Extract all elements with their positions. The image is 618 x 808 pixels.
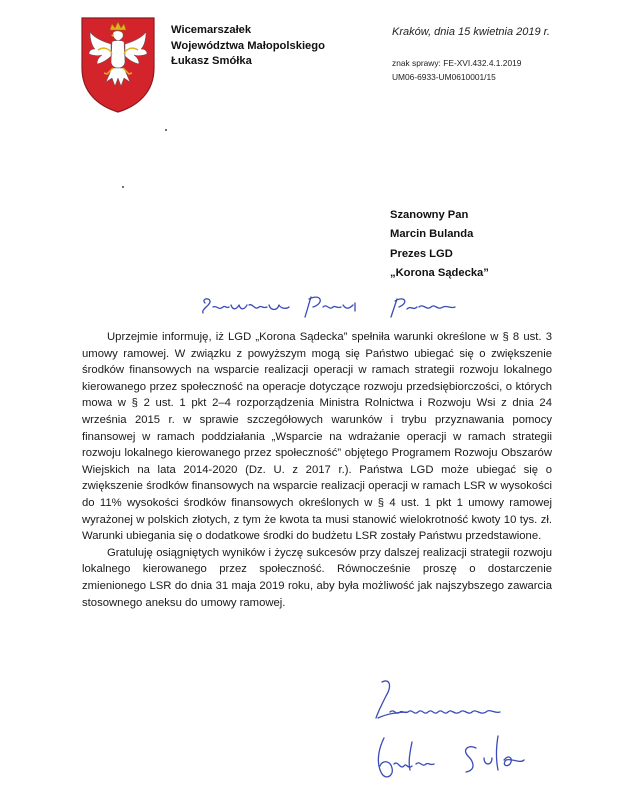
place-date: Kraków, dnia 15 kwietnia 2019 r. <box>392 26 550 38</box>
body-paragraph-1: Uprzejmie informuję, iż LGD „Korona Sądecka” spełniła warunki określone w § 8 ust. 3 umowy ramowej. W związku z powyższym mogą się Państwo ubiegać się o zwiększenie środków finansowych na wsparcie realizacji operacji w ramach strategii rozwoju lokalnego kierowanego przez społeczność na operacje dotyczące rozwoju przedsiębiorczości, o których mowa w § 2 ust. 1 pkt 2–4 rozporządzenia Ministra Rolnictwa i Rozwoju Wsi z dnia 24 września 2015 r. w sprawie szczegółowych warunków i trybu przyznawania pomocy finansowej w ramach poddziałania „Wsparcie na wdrażanie operacji w ramach strategii rozwoju lokalnego kierowanego przez społeczność” objętego Programem Rozwoju Obszarów Wiejskich na lata 2014-2020 (Dz. U. z 2017 r.). Państwa LGD może ubiegać się o zwiększenie środków finansowych na wsparcie realizacji operacji w ramach LSR w wysokości do 11% wysokości środków finansowych określonych w § 4 ust. 1 pkt 1 umowy ramowej wyrażonej w polskich złotych, z tym że kwota ta musi stanowić wielokrotność kwoty 10 tys. zł. Warunki ubiegania się o dodatkowe środki do budżetu LSR zostały Państwu przedstawione. <box>82 331 552 543</box>
agreement-number: UM06-6933-UM0610001/15 <box>392 71 496 82</box>
recipient-organization: „Korona Sądecka” <box>390 266 489 279</box>
letter-body <box>82 329 552 611</box>
issuer-title: Wicemarszałek <box>171 24 252 36</box>
malopolska-coat-of-arms-icon <box>80 16 156 114</box>
handwritten-signature <box>372 730 572 788</box>
issuer-block <box>171 23 325 70</box>
case-reference: znak sprawy: FE-XVI.432.4.1.2019 <box>392 58 522 68</box>
handwritten-closing <box>368 672 568 724</box>
paper-speck <box>165 129 167 131</box>
issuer-office: Województwa Małopolskiego <box>171 39 325 52</box>
issuer-name: Łukasz Smółka <box>171 55 252 67</box>
recipient-greeting: Szanowny Pan <box>390 209 469 221</box>
recipient-block <box>390 206 489 283</box>
handwritten-salutation <box>197 289 459 329</box>
recipient-position: Prezes LGD <box>390 247 453 260</box>
paper-speck <box>122 186 124 188</box>
recipient-name: Marcin Bulanda <box>390 228 474 241</box>
reference-block <box>392 57 521 84</box>
body-paragraph-2: Gratuluję osiągniętych wyników i życzę sukcesów przy dalszej realizacji strategii rozwoju lokalnego kierowanego przez społeczność. Równocześnie proszę o dostarczenie zmienionego LSR do dnia 31 maja 2019 roku, aby była możliwość jak najszybszego zawarcia stosownego aneksu do umowy ramowej. <box>82 546 552 609</box>
